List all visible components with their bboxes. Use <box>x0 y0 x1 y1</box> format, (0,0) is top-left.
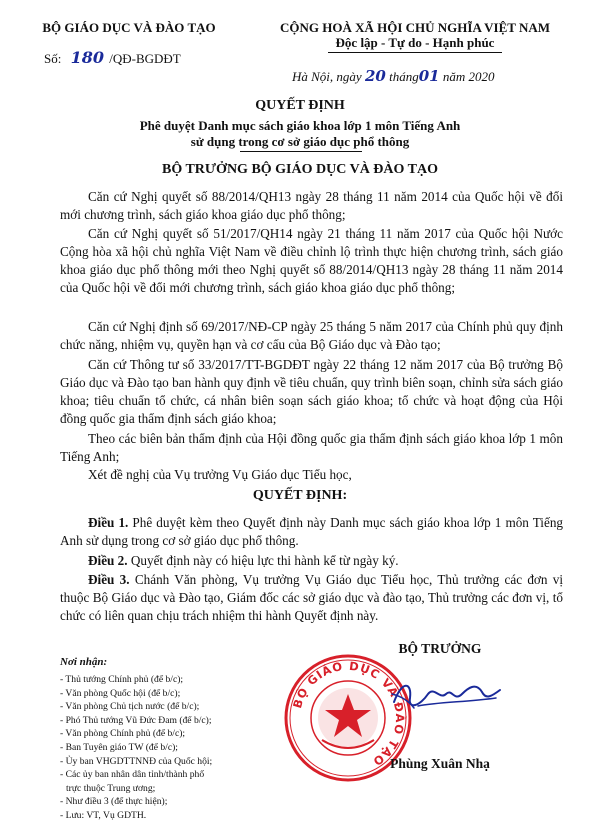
preamble-6 <box>60 466 563 484</box>
article-2-label: Điều 2. <box>88 553 128 568</box>
number-prefix: Số: <box>44 51 62 66</box>
nation-title: CỘNG HOÀ XÃ HỘI CHỦ NGHĨA VIỆT NAM <box>279 20 551 35</box>
number-handwritten: 180 <box>70 48 104 67</box>
article-1-label: Điều 1. <box>88 515 129 530</box>
motto <box>250 35 580 51</box>
ministry-name: BỘ GIÁO DỤC VÀ ĐÀO TẠO <box>42 20 216 35</box>
signer-title: BỘ TRƯỞNG <box>398 641 482 656</box>
date-place: Hà Nội, ngày <box>292 69 362 84</box>
article-2 <box>60 552 563 570</box>
recipient-item: - Văn phòng Quốc hội (để b/c); <box>60 687 181 699</box>
recipients-list <box>60 673 300 823</box>
recipient-item: - Văn phòng Chủ tịch nước (để b/c); <box>60 701 200 713</box>
preamble-1 <box>60 188 563 224</box>
article-1 <box>60 514 563 550</box>
article-3-label: Điều 3. <box>88 572 130 587</box>
preamble-6-text: Xét đề nghị của Vụ trưởng Vụ Giáo dục Tiểu học, <box>88 467 352 482</box>
recipient-item: - Lưu: VT, Vụ GDTH. <box>60 809 147 821</box>
date-month: 01 <box>418 67 440 85</box>
number-suffix: /QĐ-BGDĐT <box>109 51 181 66</box>
preamble-4-text: Căn cứ Thông tư số 33/2017/TT-BGDĐT ngày 22 tháng 12 năm 2017 của Bộ trưởng Bộ Giáo dục và Đào tạo ban hành quy định về tiêu chuẩn, quy trình biên soạn, chỉnh sửa sách giáo khoa; tiêu chuẩn tổ chức, cá nhân biên soạn sách giáo khoa; tổ chức và hoạt động của Hội đồng quốc gia thẩm định sách giáo khoa; <box>60 357 563 426</box>
subject-line-2: sử dụng trong cơ sở giáo dục phổ thông <box>190 134 410 149</box>
recipient-item: - Thủ tướng Chính phủ (để b/c); <box>60 674 184 685</box>
issue-date <box>292 67 582 85</box>
recipient-item: - Phó Thủ tướng Vũ Đức Đam (để b/c); <box>60 714 212 726</box>
recipient-item: - Ban Tuyên giáo TW (để b/c); <box>60 741 178 753</box>
document-number <box>44 48 244 67</box>
recipient-item: - Như điều 3 (để thực hiện); <box>60 796 168 808</box>
recipient-item: - Các ủy ban nhân dân tỉnh/thành phố <box>60 769 205 781</box>
subject-line-1: Phê duyệt Danh mục sách giáo khoa lớp 1 môn Tiếng Anh <box>139 118 461 133</box>
preamble-4 <box>60 356 563 428</box>
subject-underline <box>240 151 362 152</box>
date-month-label: tháng <box>389 69 419 84</box>
preamble-3-text: Căn cứ Nghị định số 69/2017/NĐ-CP ngày 25 tháng 5 năm 2017 của Chính phủ quy định chức năng, nhiệm vụ, quyền hạn và cơ cấu của Bộ Giáo dục và Đào tạo; <box>60 319 563 352</box>
preamble-2 <box>60 225 563 297</box>
motto-text: Độc lập - Tự do - Hạnh phúc <box>335 35 495 50</box>
recipients-heading: Nơi nhận: <box>60 656 108 668</box>
recipient-item: trực thuộc Trung ương; <box>66 782 156 794</box>
preamble-5-text: Theo các biên bản thẩm định của Hội đồng quốc gia thẩm định sách giáo khoa lớp 1 môn Tiếng Anh; <box>60 431 563 464</box>
article-2-text: Quyết định này có hiệu lực thi hành kể từ ngày ký. <box>130 553 399 568</box>
issuer-title: BỘ TRƯỞNG BỘ GIÁO DỤC VÀ ĐÀO TẠO <box>161 162 438 177</box>
article-3 <box>60 571 563 625</box>
preamble-5 <box>60 430 563 466</box>
article-1-text: Phê duyệt kèm theo Quyết định này Danh mục sách giáo khoa lớp 1 môn Tiếng Anh sử dụng trong cơ sở giáo dục phổ thông. <box>60 515 564 548</box>
decision-heading: QUYẾT ĐỊNH: <box>252 488 348 503</box>
motto-underline <box>328 52 502 53</box>
document-type: QUYẾT ĐỊNH <box>255 98 345 113</box>
preamble-1-text: Căn cứ Nghị quyết số 88/2014/QH13 ngày 28 tháng 11 năm 2014 của Quốc hội về đổi mới chương trình, sách giáo khoa giáo dục phổ thông; <box>60 189 563 222</box>
preamble-3 <box>60 318 563 354</box>
handwritten-signature <box>388 672 508 722</box>
recipient-item: - Ủy ban VHGDTTNNĐ của Quốc hội; <box>60 755 213 767</box>
date-day: 20 <box>364 67 386 85</box>
signer-name: Phùng Xuân Nhạ <box>390 756 490 771</box>
seal-text: BỘ GIÁO DỤC VÀ ĐÀO TẠO <box>290 658 408 770</box>
date-year: năm 2020 <box>442 69 495 84</box>
article-3-text: Chánh Văn phòng, Vụ trưởng Vụ Giáo dục Tiểu học, Thủ trưởng các đơn vị thuộc Bộ Giáo dục và Đào tạo, Giám đốc các sở giáo dục và đào tạo, Thủ trưởng các đơn vị, tổ chức có liên quan chịu trách nhiệm thi hành Quyết định này. <box>60 572 564 623</box>
recipient-item: - Văn phòng Chính phủ (để b/c); <box>60 728 186 740</box>
preamble-2-text: Căn cứ Nghị quyết số 51/2017/QH14 ngày 21 tháng 11 năm 2017 của Quốc hội Nước Cộng hòa xã hội chủ nghĩa Việt Nam về điều chỉnh lộ trình thực hiện chương trình, sách giáo khoa giáo dục phổ thông mới theo Nghị quyết số 88/2014/QH13 ngày 28 tháng 11 năm 2014 của Quốc hội về đổi mới chương trình, sách giáo khoa giáo dục phổ thông; <box>60 226 563 295</box>
